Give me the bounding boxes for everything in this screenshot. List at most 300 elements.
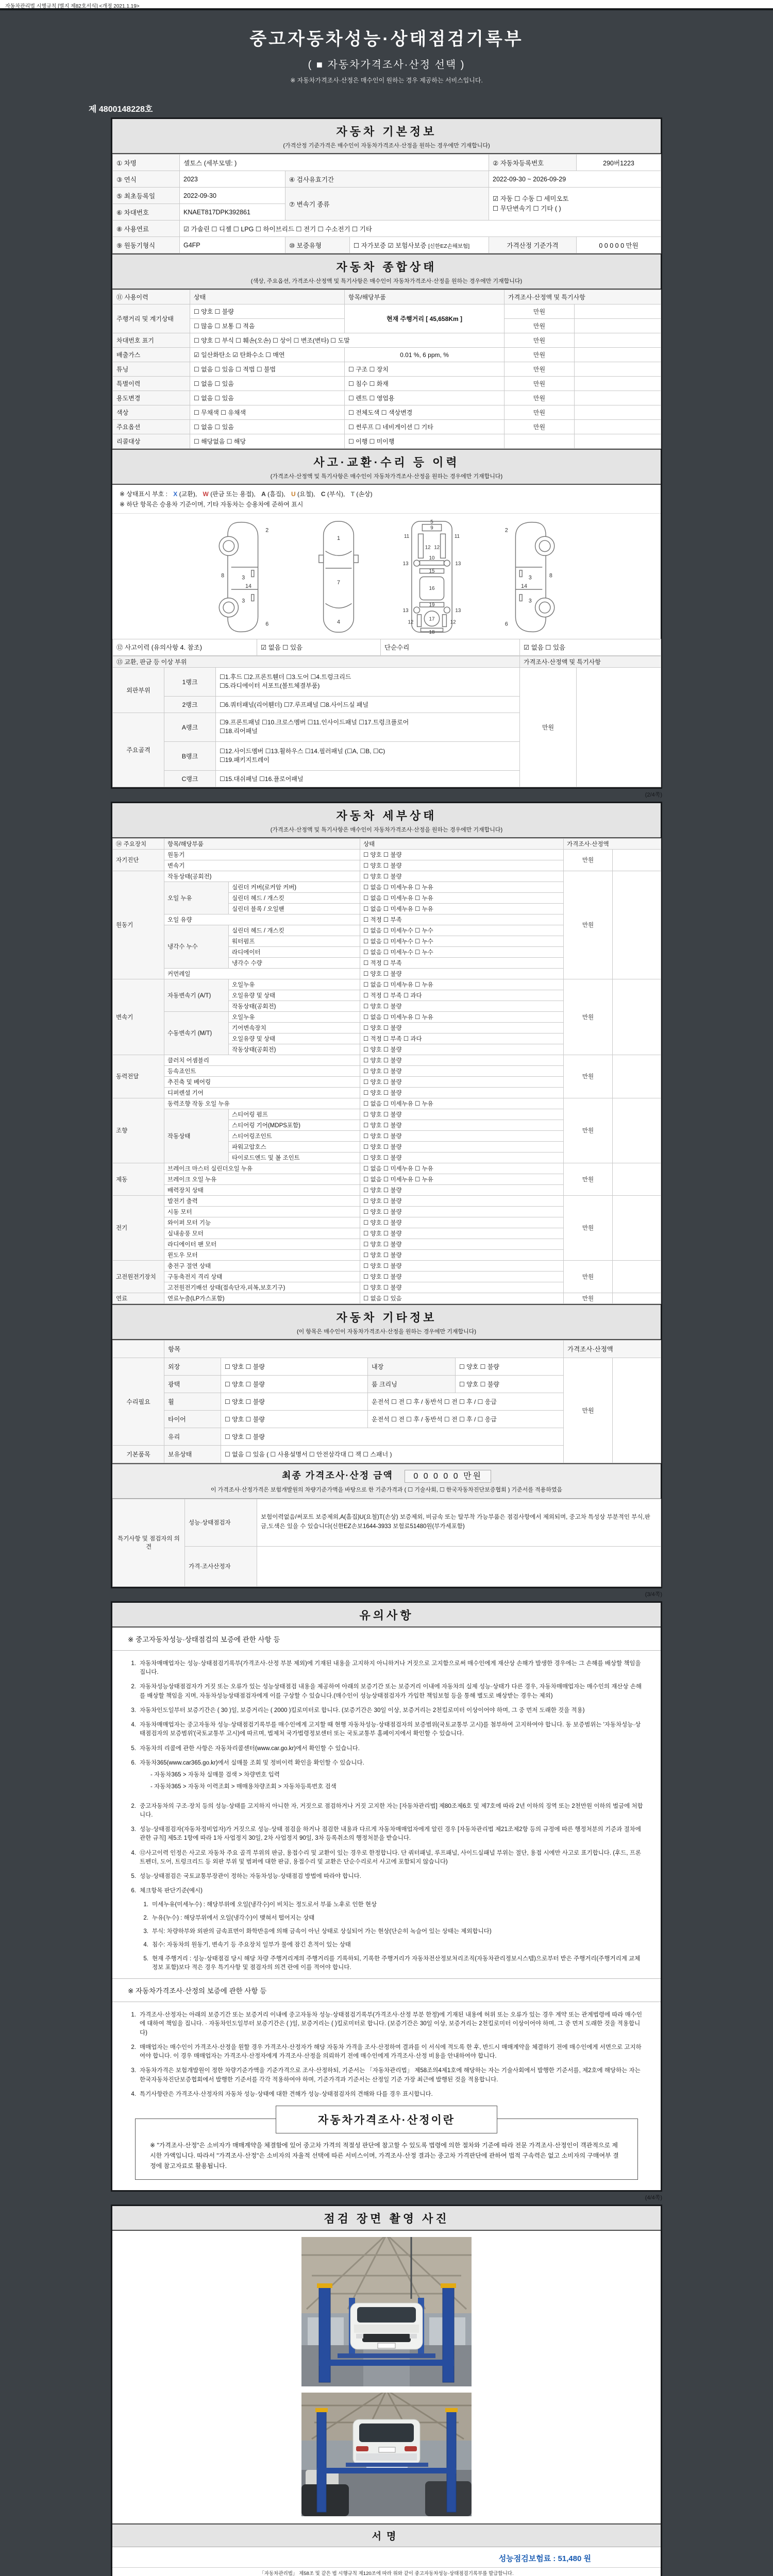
engine-cool-level: 냉각수 수량 <box>229 957 360 968</box>
final-price-value: 0 0 0 0 0 만원 <box>405 1470 491 1483</box>
extra-info-table <box>112 1340 661 1463</box>
trans-mt-row2: 오일유량 및 상태 <box>229 1033 360 1044</box>
color-label: 색상 <box>113 405 190 420</box>
steering-row4-state: ☐ 양호 ☐ 불량 <box>360 1152 564 1163</box>
highvolt-price: 만원 <box>564 1260 613 1293</box>
highvolt-row0: 충전구 절연 상태 <box>164 1260 360 1271</box>
polish-label: 광택 <box>164 1375 221 1393</box>
emission-values: 0.01 %, 6 ppm, % <box>345 348 505 362</box>
basic-items-label: 기본품목 <box>113 1445 164 1463</box>
color-item: ☐ 전체도색 ☐ 색상변경 <box>345 405 505 420</box>
symbol-scratch: A <box>261 490 266 498</box>
rankC-label: C랭크 <box>164 770 216 787</box>
electric-row1-state: ☐ 양호 ☐ 불량 <box>360 1206 564 1217</box>
engine-label: 원동기 <box>113 871 164 979</box>
electric-label: 전기 <box>113 1195 164 1260</box>
steering-work-label: 작동상태 <box>164 1109 229 1163</box>
panel-no-13d: 13 <box>455 607 461 614</box>
selfdiag-trans: 변속기 <box>164 860 360 871</box>
vin-mark-price: 만원 <box>505 333 575 348</box>
criteria-4-no: 4. <box>143 1942 148 1948</box>
panel-no-16: 16 <box>429 585 434 591</box>
section-notice-header <box>112 1603 661 1628</box>
trans-mt-row1-state: ☐ 양호 ☐ 불량 <box>360 1022 564 1033</box>
glass-state: ☐ 양호 ☐ 불량 <box>221 1428 564 1445</box>
electric-row1: 시동 모터 <box>164 1206 360 1217</box>
room-cleaning-state: ☐ 양호 ☐ 불량 <box>456 1375 564 1393</box>
usage-change-price: 만원 <box>505 391 575 405</box>
notice-b2-no: 2. <box>131 1803 136 1809</box>
panel-no-19: 19 <box>429 602 434 608</box>
engine-oil-row1: 실린더 헤드 / 개스킷 <box>229 892 360 903</box>
trans-mt-row1: 기어변속장치 <box>229 1022 360 1033</box>
opinion-appraiser-text <box>257 1546 661 1586</box>
reg-no-value: 290버1223 <box>577 155 661 171</box>
trans-mt-label: 수동변속기 (M/T) <box>164 1011 229 1055</box>
steering-label: 조향 <box>113 1098 164 1163</box>
detail-state-table <box>112 838 661 1304</box>
section-notice-title: 유의사항 <box>359 1608 414 1622</box>
steering-row1-state: ☐ 양호 ☐ 불량 <box>360 1120 564 1130</box>
criteria-3-no: 3. <box>143 1928 148 1935</box>
section-extra-subtitle: (이 항목은 매수인이 자동차가격조사·산정을 원하는 경우에만 기재합니다) <box>296 1328 477 1335</box>
car-diagram-side-left <box>217 519 279 635</box>
tuning-item: ☐ 구조 ☐ 장치 <box>345 362 505 377</box>
vin-label: ⑥ 차대번호 <box>113 204 180 221</box>
notice-list-d <box>112 2002 661 2105</box>
rank1-items <box>216 667 520 696</box>
trans-at-row0-state: ☐ 없음 ☐ 미세누유 ☐ 누유 <box>360 979 564 990</box>
opinion-appraiser-label: 가격·조사산정자 <box>185 1546 257 1586</box>
selfdiag-price: 만원 <box>564 849 613 871</box>
engine-oil-row1-state: ☐ 없음 ☐ 미세누유 ☐ 누유 <box>360 892 564 903</box>
basic-info-table <box>112 154 661 253</box>
notice-a4-no: 4. <box>131 1722 136 1728</box>
repair-needed-label: 수리필요 <box>113 1358 164 1445</box>
symbol-scratch-desc: (흠집), <box>267 490 285 498</box>
notice-a5-text: 자동차의 리콜에 관한 사항은 자동차리콜센터(www.car.go.kr)에서 확인할 수 있습니다. <box>140 1745 360 1752</box>
panel-no-3r: 3 <box>528 574 532 581</box>
notice-d4-text: 특기사항란은 가격조사·산정자의 자동차 성능·상태에 대한 견해가 성능·상태점검자의 견해와 다를 경우 표시합니다. <box>140 2091 433 2097</box>
section-photos-header <box>112 2206 661 2231</box>
options-price: 만원 <box>505 420 575 434</box>
section-extra-header <box>112 1304 661 1340</box>
warranty-checkboxes: ☐ 자가보증 ☑ 보험사보증 <box>354 242 427 249</box>
engine-idle: 작동상태(공회전) <box>164 871 360 882</box>
engine-oil-row0-state: ☐ 없음 ☐ 미세누유 ☐ 누유 <box>360 882 564 892</box>
inspection-photo-rear <box>301 2393 472 2516</box>
engine-type-value: G4FP <box>180 237 285 253</box>
electric-row3-state: ☐ 양호 ☐ 불량 <box>360 1228 564 1239</box>
engine-price: 만원 <box>564 871 613 979</box>
engine-cool-level-state: ☐ 적정 ☐ 부족 <box>360 957 564 968</box>
opinion-inspector-text: 보험이력없음/써포트 보증제외,A(흠집)U(요철)T(손상) 보증제외, 비금속 또는 탈부착 가능부품은 점검사항에서 제외되며, 중고차 특성상 부분적인 부식,판금,도색은 있을 수 있습니다(신한EZ손보1644-3933 보험료51480원(부가세포함) <box>257 1499 661 1546</box>
rankB-items <box>216 741 520 770</box>
color-state: ☐ 무채색 ☐ 유채색 <box>190 405 345 420</box>
car-name-value: 셀토스 (세부모델: ) <box>180 155 489 171</box>
notice-list-a <box>112 1651 661 1978</box>
price-survey-definition-box <box>135 2114 638 2180</box>
steering-row3-state: ☐ 양호 ☐ 불량 <box>360 1141 564 1152</box>
section-accident-header <box>112 449 661 485</box>
panel-no-2r: 2 <box>505 527 508 534</box>
section-accident-title: 사고·교환·수리 등 이력 <box>313 456 460 469</box>
tuning-price: 만원 <box>505 362 575 377</box>
trans-price: 만원 <box>564 979 613 1055</box>
electric-row0: 발전기 출력 <box>164 1195 360 1206</box>
highvolt-row1-state: ☐ 양호 ☐ 불량 <box>360 1271 564 1282</box>
rankA-items <box>216 713 520 741</box>
engine-commonrail: 커먼레일 <box>164 968 360 979</box>
symbol-damage: T <box>350 490 355 498</box>
criteria-4-text: 침수: 자동차의 원동기, 변속기 등 주요장치 일부가 물에 잠긴 흔적이 있는 상태 <box>152 1942 351 1948</box>
col-detail-price: 가격조사·산정액 <box>564 838 661 849</box>
emission-label: 배출가스 <box>113 348 190 362</box>
legend-note: ※ 하단 항목은 승용차 기준이며, 기타 자동차는 승용차에 준하여 표시 <box>120 501 304 509</box>
highvolt-row2: 고전원전기배선 상태(접속단자,피복,보호기구) <box>164 1282 360 1293</box>
exterior-label: 외장 <box>164 1358 221 1375</box>
col-detail-state: 상태 <box>360 838 564 849</box>
section-overall-subtitle: (색상, 주요옵션, 가격조사·산정액 및 특기사항은 매수인이 자동차가격조사·산정을 원하는 경우에만 기재합니다) <box>250 278 523 284</box>
panel-damage-price: 만원 <box>520 667 577 787</box>
special-history-label: 특별이력 <box>113 377 190 391</box>
symbol-corrosion-desc: (부식), <box>327 490 345 498</box>
inspector-opinion-table <box>112 1499 661 1587</box>
rankA-line2: ☐18.리어패널 <box>220 727 258 735</box>
rank1-line1: ☐1.후드 ☐2.프론트휀더 ☐3.도어 ☐4.트렁크리드 <box>220 673 351 681</box>
notice-subheading-1: ※ 중고자동차성능·상태점검의 보증에 관한 사항 등 <box>112 1628 661 1651</box>
main-frame-label: 주요골격 <box>113 713 164 787</box>
engine-oil-row2: 실린더 블록 / 오일팬 <box>229 903 360 914</box>
engine-type-label: ⑨ 원동기형식 <box>113 237 180 253</box>
criteria-1-text: 미세누유(미세누수) : 해당부위에 오일(냉각수)이 비치는 정도로서 부품 노후로 인한 현상 <box>152 1901 377 1908</box>
transmission-checkboxes-1: ☑ 자동 ☐ 수동 ☐ 세미오토 <box>493 195 569 203</box>
page-marker-4: (4/4쪽) <box>645 2195 662 2201</box>
notice-a6-sub1: - 자동차365 > 자동차 실매물 검색 > 차량번호 입력 <box>150 1772 280 1778</box>
trans-mt-row0: 오일누유 <box>229 1011 360 1022</box>
signature-section-title: 서명 <box>112 2523 661 2547</box>
section-overall-title: 자동차 종합상태 <box>336 261 437 274</box>
panel-no-3: 3 <box>241 574 245 581</box>
interior-label: 내장 <box>368 1358 456 1375</box>
tire-positions: 운전석 ☐ 전 ☐ 후 / 동반석 ☐ 전 ☐ 후 / ☐ 응급 <box>368 1410 564 1428</box>
special-history-state: ☐ 없음 ☐ 있음 <box>190 377 345 391</box>
mileage-price-2: 만원 <box>505 319 575 333</box>
panel-no-14: 14 <box>245 583 251 589</box>
definition-box-title: 자동차가격조사·산정이란 <box>276 2106 497 2133</box>
transmission-label: ⑦ 변속기 종류 <box>285 188 489 221</box>
engine-oil-level-state: ☐ 적정 ☐ 부족 <box>360 914 564 925</box>
criteria-2-no: 2. <box>143 1914 148 1921</box>
selfdiag-trans-state: ☐ 양호 ☐ 불량 <box>360 860 564 871</box>
criteria-1-no: 1. <box>143 1901 148 1908</box>
notice-d1-no: 1. <box>131 2012 136 2019</box>
notice-b5-text: 성능·상태점검은 국토교통부장관이 정하는 자동차성능·상태점검 방법에 따라야 합니다. <box>140 1873 361 1880</box>
emission-state: ☑ 일산화탄소 ☑ 탄화수소 ☐ 매연 <box>190 348 345 362</box>
steering-row2: 스티어링조인트 <box>229 1130 360 1141</box>
symbol-dent: U <box>291 490 296 498</box>
trans-at-row0: 오일누유 <box>229 979 360 990</box>
notice-b4-text: ⑫사고이력 인정은 사고로 자동차 주요 골격 부위의 판금, 용접수리 및 교환이 있는 경우로 한정합니다. 단 쿼터패널, 루프패널, 사이드실패널 부위는 절단, 용접 시에만 사고로 표기합니다. (후드, 프론트펜더, 도어, 트렁크리드 등 외판 부위 및 범퍼에 대한 판금, 용접수리 및 교환은 단순수리로서 사고에 포함되지 않습니다) <box>140 1850 641 1865</box>
card-photos-sign <box>111 2205 662 2576</box>
first-reg-value: 2022-09-30 <box>180 188 285 204</box>
notice-b6-no: 6. <box>131 1888 136 1894</box>
wheel-state: ☐ 양호 ☐ 불량 <box>221 1393 368 1410</box>
engine-cool-row2: 라디에이터 <box>229 946 360 957</box>
mileage-label: 주행거리 및 계기상태 <box>113 304 190 333</box>
engine-oil-leak: 오일 누유 <box>164 882 229 914</box>
inspection-period-value: 2022-09-30 ~ 2026-09-29 <box>489 171 661 188</box>
rankA-line1: ☐9.프론트패널 ☐10.크로스멤버 ☐11.인사이드패널 ☐17.트렁크플로어 <box>220 718 409 726</box>
recall-item: ☐ 이행 ☐ 미이행 <box>345 434 505 449</box>
engine-cool-row0: 실린더 헤드 / 개스킷 <box>229 925 360 936</box>
engine-oil-row0: 실린더 커버(로커암 커버) <box>229 882 360 892</box>
document-title: 중고자동차성능·상태점검기록부 <box>249 29 524 49</box>
notice-d3-no: 3. <box>131 2067 136 2074</box>
steering-row2-state: ☐ 양호 ☐ 불량 <box>360 1130 564 1141</box>
service-note: ※ 자동차가격조사·산정은 매수인이 원하는 경우 제공하는 서비스입니다. <box>290 77 483 84</box>
power-row3: 디퍼렌셜 기어 <box>164 1087 360 1098</box>
tuning-label: 튜닝 <box>113 362 190 377</box>
rankB-line2: ☐19.패키지트레이 <box>220 756 270 764</box>
usage-change-label: 용도변경 <box>113 391 190 405</box>
notice-b6-text: 체크항목 판단기준(예시) <box>140 1888 203 1894</box>
power-row1: 등속죠인트 <box>164 1065 360 1076</box>
col-price: 가격조사·산정액 및 특기사항 <box>505 290 661 304</box>
rankA-label: A랭크 <box>164 713 216 741</box>
engine-cool-row1-state: ☐ 없음 ☐ 미세누수 ☐ 누수 <box>360 936 564 946</box>
color-price: 만원 <box>505 405 575 420</box>
panel-no-8: 8 <box>221 572 224 579</box>
selfdiag-engine: 원동기 <box>164 849 360 860</box>
final-price-note: 이 가격조사·산정가격은 보험개발원의 차량기준가액을 바탕으로 한 기준가격과 ( ☐ 기술사회, ☐ 한국자동차진단보증협회 ) 기준서를 적용하였음 <box>210 1486 563 1493</box>
criteria-5-text: 현재 주행거리 : 성능·상태점검 당시 해당 차량 주행거리계의 주행거리를 기록하되, 기록한 주행거리가 자동차전산정보처리조직(자동차관리정보시스템)으로부터 받은 주행거리(주행거리계 교체 정보 포함)보다 적은 경우 특기사항 및 점검자의 의견 란에 이를 적어야 합니다. <box>152 1955 641 1971</box>
footer-note-1: 「자동차관리법」 제58조 및 같은 법 시행규칙 제120조에 따라 위와 같이 중고자동차성능·상태점검기록부를 발급합니다. <box>259 2571 514 2576</box>
notice-a6-text: 자동차365(www.car365.go.kr)에서 실매물 조회 및 정비이력 확인을 확인할 수 있습니다. <box>140 1759 364 1766</box>
accident-history-label: ⑫ 사고이력 (유의사항 4. 참조) <box>113 639 257 655</box>
col-detail-item: 항목/해당부품 <box>164 838 360 849</box>
panel-no-12c: 12 <box>407 619 413 625</box>
brake-row1-state: ☐ 없음 ☐ 미세누유 ☐ 누유 <box>360 1174 564 1184</box>
section-detail-subtitle: (가격조사·산정액 및 특기사항은 매수인이 자동차가격조사·산정을 원하는 경우에만 기재합니다) <box>270 826 503 833</box>
special-history-item: ☐ 침수 ☐ 화재 <box>345 377 505 391</box>
form-reference: 자동차관리법 시행규칙 [별지 제82호서식] <개정 2021.1.19> <box>0 0 773 10</box>
rank1-line2: ☐5.라디에이터 서포트(볼트체결부품) <box>220 682 320 690</box>
simple-repair-value: ☑ 없음 ☐ 있음 <box>520 639 661 655</box>
vin-mark-state: ☐ 양호 ☐ 부식 ☐ 훼손(오손) ☐ 상이 ☐ 변조(변타) ☐ 도말 <box>190 333 505 348</box>
price-survey-option: ( ■ 자동차가격조사·산정 선택 ) <box>308 59 465 71</box>
mileage-state-2: ☐ 많음 ☐ 보통 ☐ 적음 <box>190 319 345 333</box>
col-item: 항목/해당부품 <box>345 290 505 304</box>
panel-no-9: 9 <box>430 525 433 531</box>
engine-cool-row0-state: ☐ 없음 ☐ 미세누수 ☐ 누수 <box>360 925 564 936</box>
brake-row2-state: ☐ 양호 ☐ 불량 <box>360 1184 564 1195</box>
symbol-exchange-desc: (교환), <box>179 490 197 498</box>
brake-row1: 브레이크 오일 누유 <box>164 1174 360 1184</box>
card-notice <box>111 1601 662 2192</box>
steering-row3: 파워고압호스 <box>229 1141 360 1152</box>
page-marker-2: (2/4쪽) <box>645 791 662 798</box>
panel-no-14r: 14 <box>520 583 527 589</box>
car-name-label: ① 차명 <box>113 155 180 171</box>
tuning-state: ☐ 없음 ☐ 있음 ☐ 적법 ☐ 불법 <box>190 362 345 377</box>
vin-mark-label: 차대번호 표기 <box>113 333 190 348</box>
recall-label: 리콜대상 <box>113 434 190 449</box>
room-cleaning-label: 룸 크리닝 <box>368 1375 456 1393</box>
wheel-label: 휠 <box>164 1393 221 1410</box>
panel-no-11b: 11 <box>454 533 460 539</box>
brake-price: 만원 <box>564 1163 613 1195</box>
selfdiag-engine-state: ☐ 양호 ☐ 불량 <box>360 849 564 860</box>
exterior-state: ☐ 양호 ☐ 불량 <box>221 1358 368 1375</box>
symbol-weld: W <box>203 490 209 498</box>
symbol-exchange: X <box>173 490 178 498</box>
fuel-sys-label: 연료 <box>113 1293 164 1303</box>
reg-no-label: ② 자동차등록번호 <box>489 155 577 171</box>
panel-no-1: 1 <box>337 535 340 541</box>
brake-row0: 브레이크 마스터 실린더오일 누유 <box>164 1163 360 1174</box>
panel-no-8r: 8 <box>549 572 552 579</box>
notice-a1-text: 자동차매매업자는 성능·상태점검기록부(가격조사·산정 부분 제외)에 기재된 내용을 고지하지 아니하거나 거짓으로 고지함으로써 매수인에게 재산상 손해가 발생한 경우에는 그 손해를 배상할 책임을 집니다. <box>140 1660 641 1676</box>
extra-col-price: 가격조사·산정액 <box>564 1340 661 1358</box>
notice-a3-no: 3. <box>131 1707 136 1714</box>
warranty-value <box>350 237 489 253</box>
panel-no-12: 12 <box>425 545 431 551</box>
trans-mt-row2-state: ☐ 적정 ☐ 부족 ☐ 과다 <box>360 1033 564 1044</box>
power-row3-state: ☐ 양호 ☐ 불량 <box>360 1087 564 1098</box>
panel-no-13b: 13 <box>455 561 461 567</box>
fuel-label: ⑧ 사용연료 <box>113 221 180 237</box>
recall-state: ☐ 해당없음 ☐ 해당 <box>190 434 345 449</box>
criteria-5-no: 5. <box>143 1955 148 1962</box>
col-device: ⑭ 주요장치 <box>113 838 164 849</box>
trans-mt-row3: 작동상태(공회전) <box>229 1044 360 1055</box>
section-detail-header <box>112 803 661 838</box>
fuel-sys-row0: 연료누출(LP가스포함) <box>164 1293 360 1303</box>
overall-state-table <box>112 290 661 449</box>
panel-no-13c: 13 <box>402 607 409 614</box>
current-mileage: 현재 주행거리 [ 45,658Km ] <box>345 304 505 333</box>
symbol-damage-desc: (손상) <box>356 490 373 498</box>
fuel-sys-price: 만원 <box>564 1293 613 1303</box>
criteria-3-text: 부식: 차량하부와 외판의 금속표면이 화학반응에 의해 금속이 아닌 상태로 상실되어 가는 현상(단순히 녹슬어 있는 상태는 제외합니다) <box>152 1928 492 1935</box>
notice-a6-sub2: - 자동차365 > 자동차 이력조회 > 매매용차량조회 > 자동차등록번호 검색 <box>150 1784 337 1790</box>
car-damage-diagrams <box>112 514 661 639</box>
special-history-price: 만원 <box>505 377 575 391</box>
power-price: 만원 <box>564 1055 613 1098</box>
accident-history-row <box>112 639 661 656</box>
options-state: ☐ 없음 ☐ 있음 <box>190 420 345 434</box>
trans-mt-row0-state: ☐ 없음 ☐ 미세누유 ☐ 누유 <box>360 1011 564 1022</box>
steering-price: 만원 <box>564 1098 613 1163</box>
panel-no-6r: 6 <box>505 621 508 628</box>
symbol-corrosion: C <box>321 490 326 498</box>
brake-row2: 배력장치 상태 <box>164 1184 360 1195</box>
section-basic-subtitle: (가격산정 기준가격은 매수인이 자동차가격조사·산정을 원하는 경우에만 기재합니다) <box>283 143 490 149</box>
extra-price: 만원 <box>564 1358 613 1463</box>
tire-label: 타이어 <box>164 1410 221 1428</box>
notice-b5-no: 5. <box>131 1873 136 1880</box>
panel-damage-table <box>112 656 661 787</box>
steering-leak: 동력조향 작동 오일 누유 <box>164 1098 360 1109</box>
panel-no-12d: 12 <box>450 619 456 625</box>
mileage-state-1: ☐ 양호 ☐ 불량 <box>190 304 345 319</box>
simple-repair-label: 단순수리 <box>381 639 520 655</box>
panel-no-13: 13 <box>402 561 409 567</box>
trans-label: 변속기 <box>113 979 164 1055</box>
steering-row0: 스티어링 펌프 <box>229 1109 360 1120</box>
rankB-line1: ☐12.사이드멤버 ☐13.휠하우스 ☐14.필러패널 (☐A, ☐B, ☐C) <box>220 747 385 755</box>
car-diagram-top <box>308 519 369 635</box>
wheel-positions: 운전석 ☐ 전 ☐ 후 / 동반석 ☐ 전 ☐ 후 / ☐ 응급 <box>368 1393 564 1410</box>
highvolt-row0-state: ☐ 양호 ☐ 불량 <box>360 1260 564 1271</box>
usage-change-item: ☐ 렌트 ☐ 영업용 <box>345 391 505 405</box>
brake-label: 제동 <box>113 1163 164 1195</box>
trans-at-label: 자동변속기 (A/T) <box>164 979 229 1011</box>
base-price-value: 0 0 0 0 0 만원 <box>577 237 661 253</box>
outer-panel-label: 외판부위 <box>113 667 164 713</box>
rankC-items: ☐15.대쉬패널 ☐16.플로어패널 <box>216 770 520 787</box>
usage-change-state: ☐ 없음 ☐ 있음 <box>190 391 345 405</box>
electric-row5-state: ☐ 양호 ☐ 불량 <box>360 1249 564 1260</box>
panel-no-3rb: 3 <box>528 598 532 604</box>
section-accident-subtitle: (가격조사·산정액 및 특기사항은 매수인이 자동차가격조사·산정을 원하는 경우에만 기재합니다) <box>270 473 503 480</box>
section-overall-header <box>112 253 661 290</box>
trans-mt-row3-state: ☐ 양호 ☐ 불량 <box>360 1044 564 1055</box>
steering-leak-state: ☐ 없음 ☐ 미세누유 ☐ 누유 <box>360 1098 564 1109</box>
engine-coolant: 냉각수 누수 <box>164 925 229 968</box>
fuel-checkboxes: ☑ 가솔린 ☐ 디젤 ☐ LPG ☐ 하이브리드 ☐ 전기 ☐ 수소전기 ☐ 기타 <box>180 221 661 237</box>
engine-oil-level: 오일 유량 <box>164 914 360 925</box>
trans-at-row2-state: ☐ 양호 ☐ 불량 <box>360 1001 564 1011</box>
notice-b3-no: 3. <box>131 1826 136 1833</box>
definition-box-text: ※ "가격조사·산정"은 소비자가 매매계약을 체결함에 있어 중고차 가격의 적절성 판단에 참고할 수 있도록 법령에 의한 절차와 기준에 따라 전문 가격조사·산정인이 객관적으로 제시한 가액입니다. 따라서 "가격조사·산정"은 소비자의 자율적 선택에 따른 서비스이며, 가격조사·산정 결과는 중고차 가격판단에 관하여 법적 구속력은 없고 소비자의 구매여부 결정에 참고자료로 활용됩니다. <box>150 2142 619 2170</box>
highvolt-row2-state: ☐ 양호 ☐ 불량 <box>360 1282 564 1293</box>
accident-history-value: ☑ 없음 ☐ 있음 <box>257 639 381 655</box>
transmission-checkboxes-2: ☐ 무단변속기 ☐ 기타 ( ) <box>493 205 561 212</box>
panel-no-12b: 12 <box>433 545 440 551</box>
rank2-items: ☐6.쿼터패널(리어휀더) ☐7.루프패널 ☐8.사이드실 패널 <box>216 696 520 713</box>
highvolt-row1: 구동축전지 격리 상태 <box>164 1271 360 1282</box>
model-year-label: ③ 연식 <box>113 171 180 188</box>
emission-price: 만원 <box>505 348 575 362</box>
panel-no-11: 11 <box>404 533 409 539</box>
hold-state-value: ☐ 없음 ☐ 있음 ( ☐ 사용설명서 ☐ 안전삼각대 ☐ 잭 ☐ 스패너 ) <box>221 1445 564 1463</box>
panel-no-3b: 3 <box>241 598 245 604</box>
legend-prefix: ※ 상태표시 부호 : <box>120 490 167 498</box>
card-detail-state <box>111 802 662 1588</box>
panel-no-4: 4 <box>337 619 340 625</box>
opinion-label: 특기사항 및 점검자의 의견 <box>113 1499 185 1586</box>
power-label: 동력전달 <box>113 1055 164 1098</box>
final-price-label: 최종 가격조사·산정 금액 <box>282 1470 393 1481</box>
panel-no-2: 2 <box>265 527 268 534</box>
panel-no-7: 7 <box>337 579 340 586</box>
engine-cool-row2-state: ☐ 없음 ☐ 미세누수 ☐ 누수 <box>360 946 564 957</box>
fuel-sys-row0-state: ☐ 없음 ☐ 있음 <box>360 1293 564 1303</box>
electric-price: 만원 <box>564 1195 613 1260</box>
notice-a3-text: 자동차인도일부터 보증기간은 ( 30 )일, 보증거리는 ( 2000 )킬로미터로 합니다. (보증기간은 30일 이상, 보증거리는 2천킬로미터 이상이어야 하며, 그 중 먼저 도래한 것을 적용) <box>140 1707 585 1714</box>
trans-at-row2: 작동상태(공회전) <box>229 1001 360 1011</box>
warranty-insurer: [신한EZ손해보험] <box>428 243 470 249</box>
engine-idle-state: ☐ 양호 ☐ 불량 <box>360 871 564 882</box>
base-price-label: 가격산정 기준가격 <box>489 237 577 253</box>
document-header <box>0 10 773 117</box>
hold-state-label: 보유상태 <box>164 1445 221 1463</box>
notice-a2-no: 2. <box>131 1684 136 1690</box>
panel-no-15: 15 <box>429 568 434 574</box>
vin-value: KNAET817DPK392861 <box>180 204 285 221</box>
